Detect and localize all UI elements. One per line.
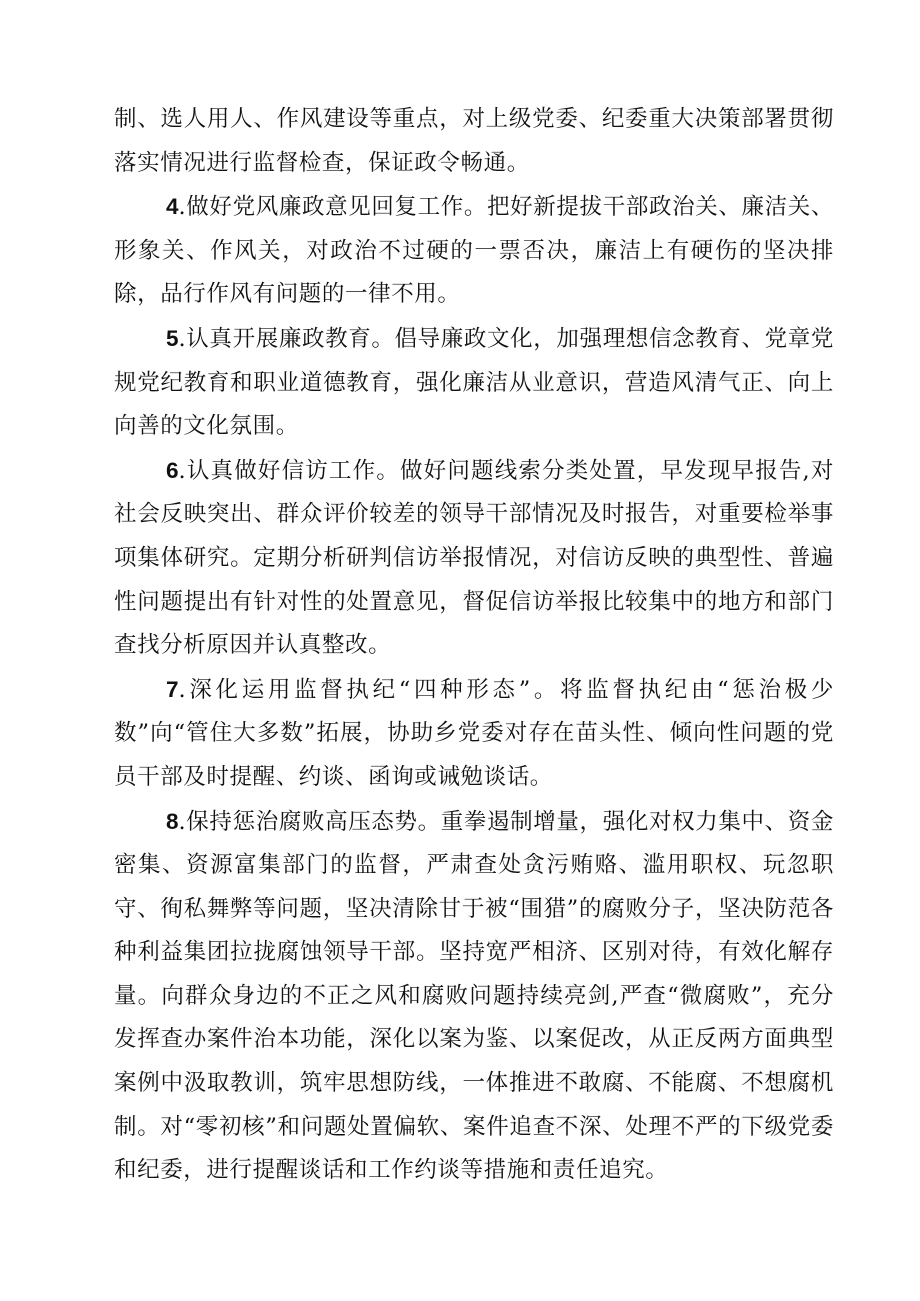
item-number: 8 (166, 808, 179, 834)
paragraph-continued (114, 98, 834, 185)
document-body (114, 98, 834, 1193)
paragraph-text: .深化运用监督执纪“四种形态”。将监督执纪由“惩治极少数”向“管住大多数”拓展，协助乡党委对存在苗头性、倾向性问题的党员干部及时提醒、约谈、函询或诫勉谈话。 (114, 676, 834, 790)
paragraph-item-7 (114, 668, 834, 800)
item-number: 6 (166, 457, 179, 483)
paragraph-text: .认真做好信访工作。做好问题线索分类处置，早发现早报告,对社会反映突出、群众评价较差的领导干部情况及时报告，对重要检举事项集体研究。定期分析研判信访举报情况，对信访反映的典型性、普遍性问题提出有针对性的处置意见，督促信访举报比较集中的地方和部门查找分析原因并认真整改。 (114, 457, 834, 659)
paragraph-text: .做好党风廉政意见回复工作。把好新提拔干部政治关、廉洁关、形象关、作风关，对政治不过硬的一票否决，廉洁上有硬伤的坚决排除，品行作风有问题的一律不用。 (114, 194, 834, 308)
item-number: 4 (166, 194, 179, 220)
paragraph-text: 制、选人用人、作风建设等重点，对上级党委、纪委重大决策部署贯彻落实情况进行监督检查，保证政令畅通。 (114, 106, 834, 176)
paragraph-text: .认真开展廉政教育。倡导廉政文化，加强理想信念教育、党章党规党纪教育和职业道德教育，强化廉洁从业意识，营造风清气正、向上向善的文化氛围。 (114, 325, 834, 440)
paragraph-item-8 (114, 800, 834, 1193)
item-number: 5 (166, 325, 179, 351)
paragraph-text: .保持惩治腐败高压态势。重拳遏制增量，强化对权力集中、资金密集、资源富集部门的监督，严肃查处贪污贿赂、滥用职权、玩忽职守、徇私舞弊等问题，坚决清除甘于被“围猎”的腐败分子，坚决防范各种利益集团拉拢腐蚀领导干部。坚持宽严相济、区别对待，有效化解存量。向群众身边的不正之风和腐败问题持续亮剑,严查“微腐败”，充分发挥查办案件治本功能，深化以案为鉴、以案促改，从正反两方面典型案例中汲取教训，筑牢思想防线，一体推进不敢腐、不能腐、不想腐机制。对“零初核”和问题处置偏软、案件追查不深、处理不严的下级党委和纪委，进行提醒谈话和工作约谈等措施和责任追究。 (114, 808, 834, 1184)
paragraph-item-6 (114, 449, 834, 668)
paragraph-item-5 (114, 317, 834, 449)
paragraph-item-4 (114, 185, 834, 317)
item-number: 7 (166, 676, 179, 702)
